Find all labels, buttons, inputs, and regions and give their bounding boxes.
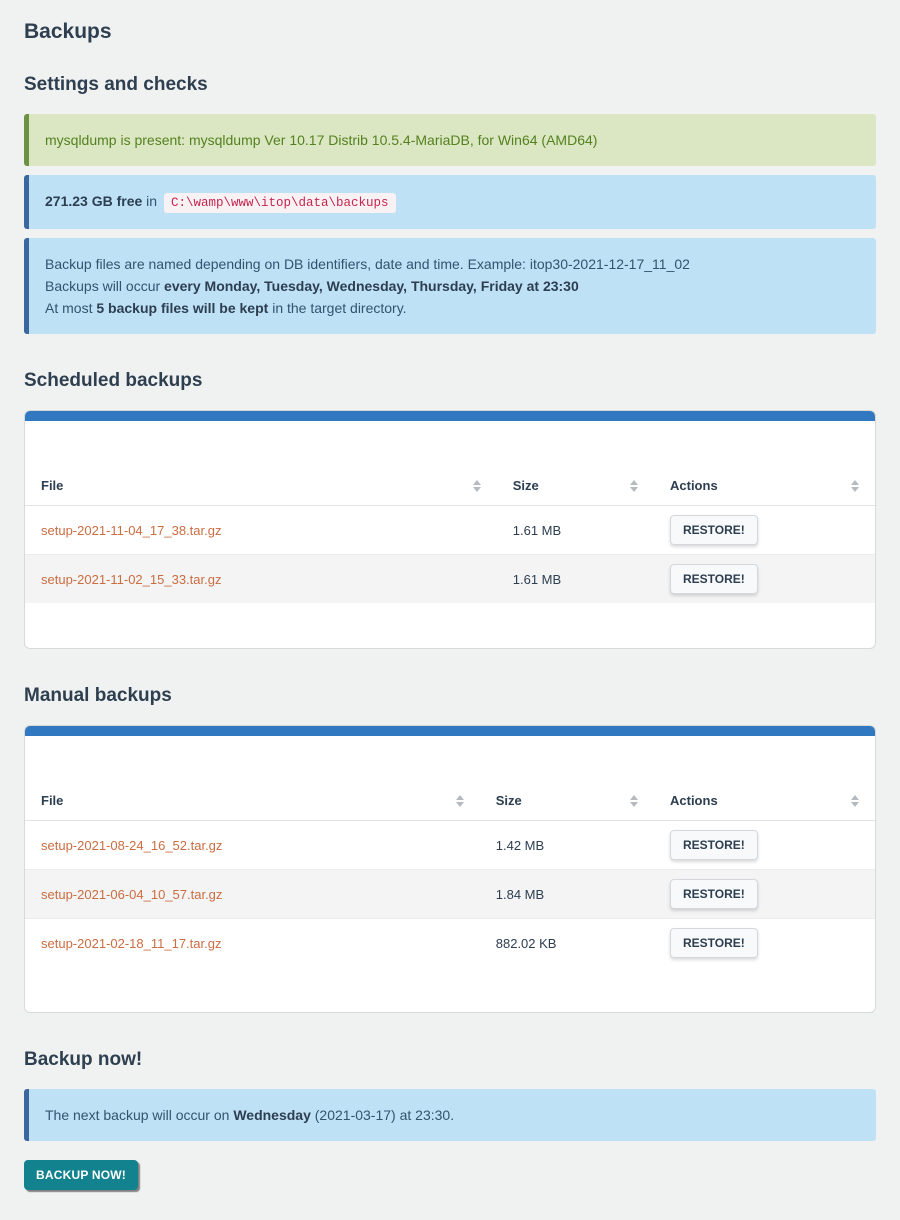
scheduled-backups-table: [25, 466, 875, 603]
table-header-row: [25, 466, 875, 506]
backup-file-size: 1.42 MB: [495, 837, 545, 853]
backup-file-size: 1.61 MB: [497, 555, 654, 604]
panel-bottom-space: [25, 967, 875, 1012]
naming-line-2: Backups will occur every Monday, Tuesday, Wednesday, Thursday, Friday at 23:30: [45, 278, 579, 294]
backup-file-link[interactable]: setup-2021-11-04_17_38.tar.gz: [41, 522, 222, 538]
backup-file-link[interactable]: setup-2021-06-04_10_57.tar.gz: [41, 886, 223, 902]
restore-button[interactable]: RESTORE!: [670, 928, 758, 958]
backup-file-size: 1.84 MB: [480, 870, 654, 919]
column-header-size[interactable]: Size: [480, 781, 654, 821]
table-row: [25, 821, 875, 870]
restore-button[interactable]: RESTORE!: [670, 564, 758, 594]
restore-button[interactable]: RESTORE!: [670, 830, 758, 860]
panel-bottom-space: [25, 603, 875, 648]
column-header-file[interactable]: File: [25, 466, 497, 506]
manual-backups-table: [25, 781, 875, 967]
next-backup-alert: The next backup will occur on Wednesday (2021-03-17) at 23:30.: [24, 1089, 876, 1141]
table-row: [25, 870, 875, 919]
naming-line-1: Backup files are named depending on DB identifiers, date and time. Example: itop30-2021-12-17_11_02: [45, 256, 690, 272]
column-header-file[interactable]: File: [25, 781, 480, 821]
schedule-days: every Monday, Tuesday, Wednesday, Thursday, Friday at 23:30: [164, 278, 579, 294]
scheduled-backups-panel: [24, 410, 876, 649]
manual-backups-title: Manual backups: [24, 685, 172, 706]
sort-icon: [473, 480, 481, 492]
sort-icon: [630, 480, 638, 492]
disk-space-alert: [24, 175, 876, 229]
sort-icon: [851, 795, 859, 807]
sort-icon: [456, 795, 464, 807]
column-header-actions[interactable]: Actions: [654, 781, 875, 821]
page-title: Backups: [24, 20, 112, 43]
datatable-toolbar-space: [25, 421, 875, 466]
restore-button[interactable]: RESTORE!: [670, 515, 758, 545]
disk-alert-separator: in: [142, 193, 161, 209]
scheduled-backups-title: Scheduled backups: [24, 370, 203, 391]
naming-line-3: At most 5 backup files will be kept in the target directory.: [45, 300, 407, 316]
backup-file-link[interactable]: setup-2021-11-02_15_33.tar.gz: [41, 571, 222, 587]
table-header-row: [25, 781, 875, 821]
manual-backups-panel: [24, 725, 876, 1013]
free-space-value: 271.23 GB free: [45, 193, 143, 209]
backup-now-title: Backup now!: [24, 1049, 143, 1070]
backup-file-link[interactable]: setup-2021-08-24_16_52.tar.gz: [41, 837, 223, 853]
sort-icon: [851, 480, 859, 492]
backup-file-link[interactable]: setup-2021-02-18_11_17.tar.gz: [41, 935, 222, 951]
datatable-toolbar-space: [25, 736, 875, 781]
panel-accent-bar: [25, 726, 875, 736]
mysqldump-present-alert: [24, 114, 876, 166]
sort-icon: [630, 795, 638, 807]
column-header-size[interactable]: Size: [497, 466, 654, 506]
settings-and-checks-title: Settings and checks: [24, 74, 208, 95]
backup-directory-path: C:\wamp\www\itop\data\backups: [164, 193, 396, 213]
table-row: [25, 555, 875, 604]
table-row: [25, 919, 875, 968]
backup-file-size: 882.02 KB: [480, 919, 654, 968]
column-header-actions[interactable]: Actions: [654, 466, 875, 506]
panel-accent-bar: [25, 411, 875, 421]
restore-button[interactable]: RESTORE!: [670, 879, 758, 909]
retention-count: 5 backup files will be kept: [96, 300, 269, 316]
backup-now-button[interactable]: BACKUP NOW!: [24, 1160, 138, 1190]
next-backup-day: Wednesday: [233, 1107, 311, 1123]
mysqldump-alert-text: mysqldump is present: mysqldump Ver 10.17 Distrib 10.5.4-MariaDB, for Win64 (AMD64): [45, 132, 598, 148]
backup-naming-alert: [24, 238, 876, 334]
backup-file-size: 1.61 MB: [512, 522, 562, 538]
table-row: [25, 506, 875, 555]
